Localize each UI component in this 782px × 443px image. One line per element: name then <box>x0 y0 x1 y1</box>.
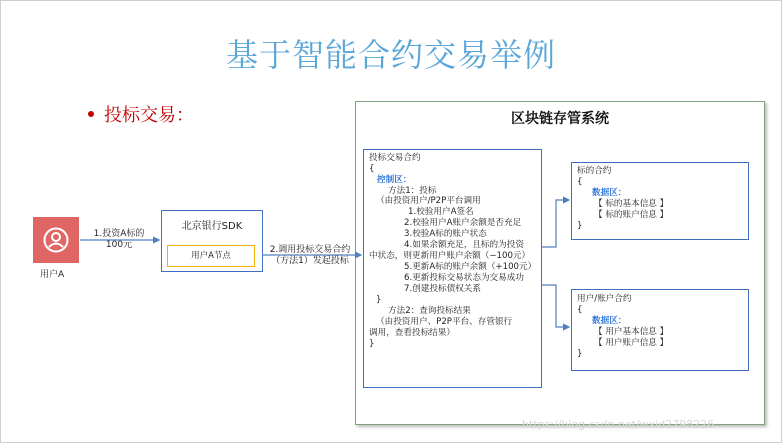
edge-label-line: 2.调用投标交易合约 <box>269 245 351 255</box>
contract-line: 投标交易合约 <box>369 153 421 163</box>
slide-title: 基于智能合约交易举例 <box>225 36 556 74</box>
contract-line: } <box>376 295 382 305</box>
blockchain-system-title: 区块链存管系统 <box>511 111 609 127</box>
contract-line: } <box>577 221 583 231</box>
contract-line: 调用，查看投标结果） <box>369 328 455 338</box>
contract-line: 【 用户基本信息 】 <box>594 327 669 337</box>
contract-line: 【 用户账户信息 】 <box>594 338 669 348</box>
contract-line: 4.如果余额充足，且标的为投资 <box>404 240 524 250</box>
contract-line: 3.校验A标的账户状态 <box>404 229 487 239</box>
contract-line: { <box>369 164 375 174</box>
contract-line: （由投资用户、P2P平台、存管银行 <box>376 317 513 327</box>
contract-line: 【 标的基本信息 】 <box>594 199 669 209</box>
contract-line: 中状态，则更新用户账户余额（−100元） <box>369 251 531 261</box>
edge-label-line: 100元 <box>105 240 133 250</box>
contract-line: 方法2：查询投标结果 <box>388 306 471 316</box>
contract-section-label: 数据区： <box>592 316 627 326</box>
contract-line: } <box>577 349 583 359</box>
contract-line: 方法1：投标 <box>388 186 437 196</box>
contract-section-label: 数据区： <box>592 188 627 198</box>
arrow-to-user-contract <box>541 285 569 327</box>
contract-section-label: 控制区： <box>377 175 412 185</box>
contract-line: 用户/账户合约 <box>577 294 632 304</box>
watermark: https://blog.csdn.net/wxid2798226 <box>522 418 715 431</box>
contract-line: { <box>577 177 583 187</box>
contract-line: （由投资用户/P2P平台调用 <box>376 196 481 206</box>
contract-line: 标的合约 <box>577 166 612 176</box>
user-label: 用户A <box>40 270 65 280</box>
contract-line: 6.更新投标交易状态为交易成功 <box>404 273 524 283</box>
contract-line: { <box>577 305 583 315</box>
contract-line: 【 标的账户信息 】 <box>594 210 669 220</box>
contract-line: } <box>369 339 375 349</box>
edge-label-line: 1.投资A标的 <box>93 229 145 239</box>
arrow-to-target-contract <box>541 200 569 247</box>
contract-line: 5.更新A标的账户余额（+100元） <box>404 262 537 272</box>
contract-line: 1.校验用户A签名 <box>408 207 474 217</box>
contract-line: 2.校验用户A账户余额是否充足 <box>404 218 522 228</box>
sdk-title: 北京银行SDK <box>181 221 243 232</box>
user-node-box: 用户A节点 <box>167 245 255 267</box>
contract-line: 7.创建投标债权关系 <box>404 284 481 294</box>
edge-label-line: （方法1）发起投标 <box>271 256 349 266</box>
bullet-text: 投标交易： <box>104 105 194 126</box>
